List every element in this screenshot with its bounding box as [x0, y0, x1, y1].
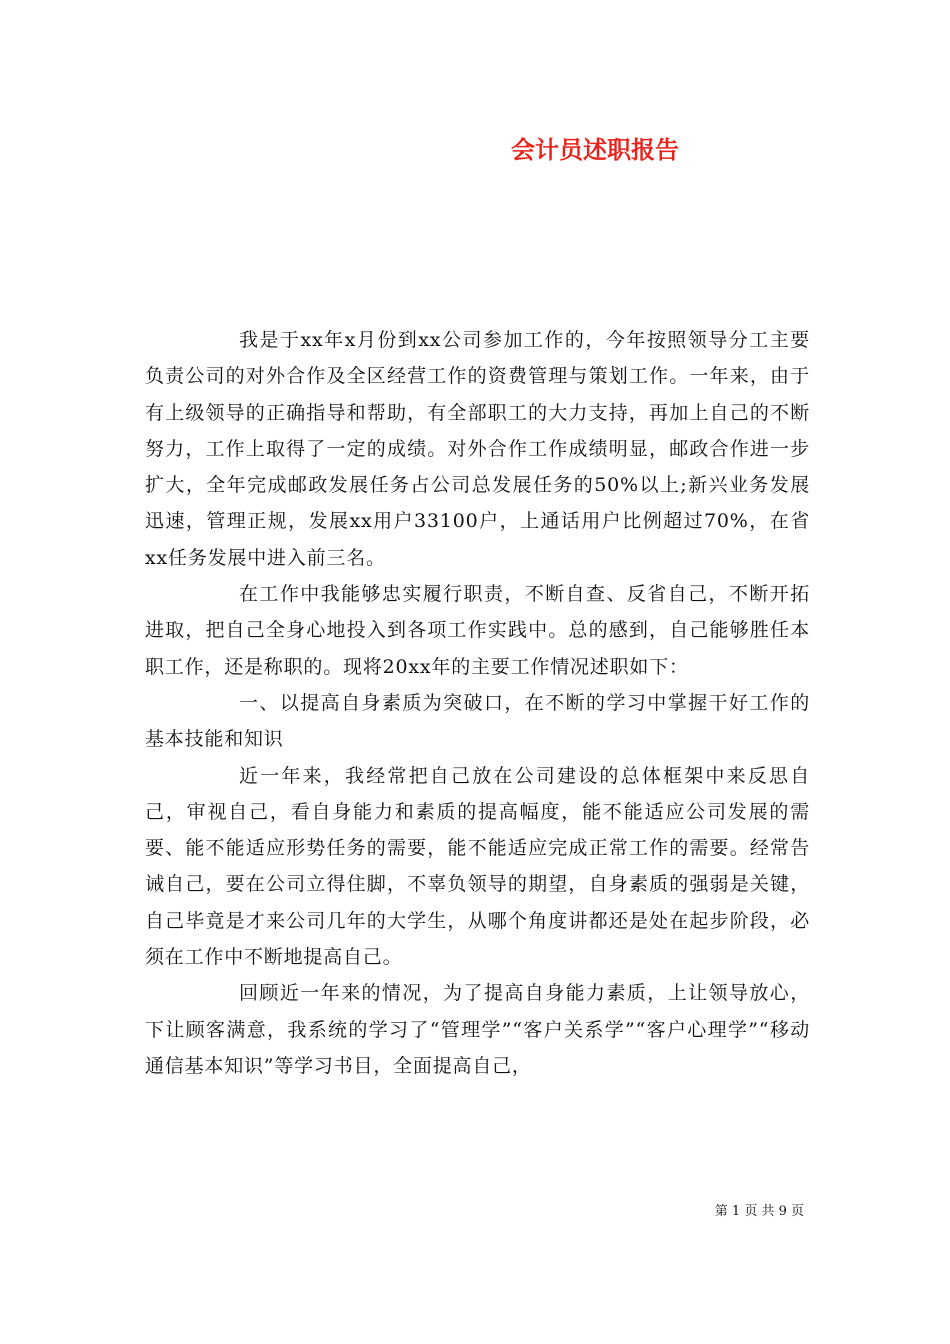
paragraph-reflection: 近一年来，我经常把自己放在公司建设的总体框架中来反思自己，审视自己，看自身能力和素质的提高幅度，能不能适应公司发展的需要、能不能适应形势任务的需要，能不能适应完成正常工作的需要。经常告诫自己，要在公司立得住脚，不辜负领导的期望，自身素质的强弱是关键，自己毕竟是才来公司几年的大学生，从哪个角度讲都还是处在起步阶段，必须在工作中不断地提高自己。 [145, 764, 810, 969]
section-heading-1: 一、以提高自身素质为突破口，在不断的学习中掌握干好工作的基本技能和知识 [145, 691, 810, 751]
paragraph-duty: 在工作中我能够忠实履行职责，不断自查、反省自己，不断开拓进取，把自己全身心地投入到各项工作实践中。总的感到，自己能够胜任本职工作，还是称职的。现将20xx年的主要工作情况述职如下： [145, 583, 810, 678]
document-title: 会计员述职报告 [511, 135, 679, 164]
document-body [145, 322, 810, 1084]
page-number: 第 1 页 共 9 页 [714, 1204, 804, 1219]
paragraph-intro: 我是于xx年x月份到xx公司参加工作的，今年按照领导分工主要负责公司的对外合作及全区经营工作的资费管理与策划工作。一年来，由于有上级领导的正确指导和帮助，有全部职工的大力支持，再加上自己的不断努力，工作上取得了一定的成绩。对外合作工作成绩明显，邮政合作进一步扩大，全年完成邮政发展任务占公司总发展任务的50%以上;新兴业务发展迅速，管理正规，发展xx用户33100户，上通话用户比例超过70%，在省xx任务发展中进入前三名。 [145, 329, 810, 569]
paragraph-review: 回顾近一年来的情况，为了提高自身能力素质，上让领导放心，下让顾客满意，我系统的学习了“管理学”“客户关系学”“客户心理学”“移动通信基本知识”等学习书目，全面提高自己， [145, 982, 810, 1077]
